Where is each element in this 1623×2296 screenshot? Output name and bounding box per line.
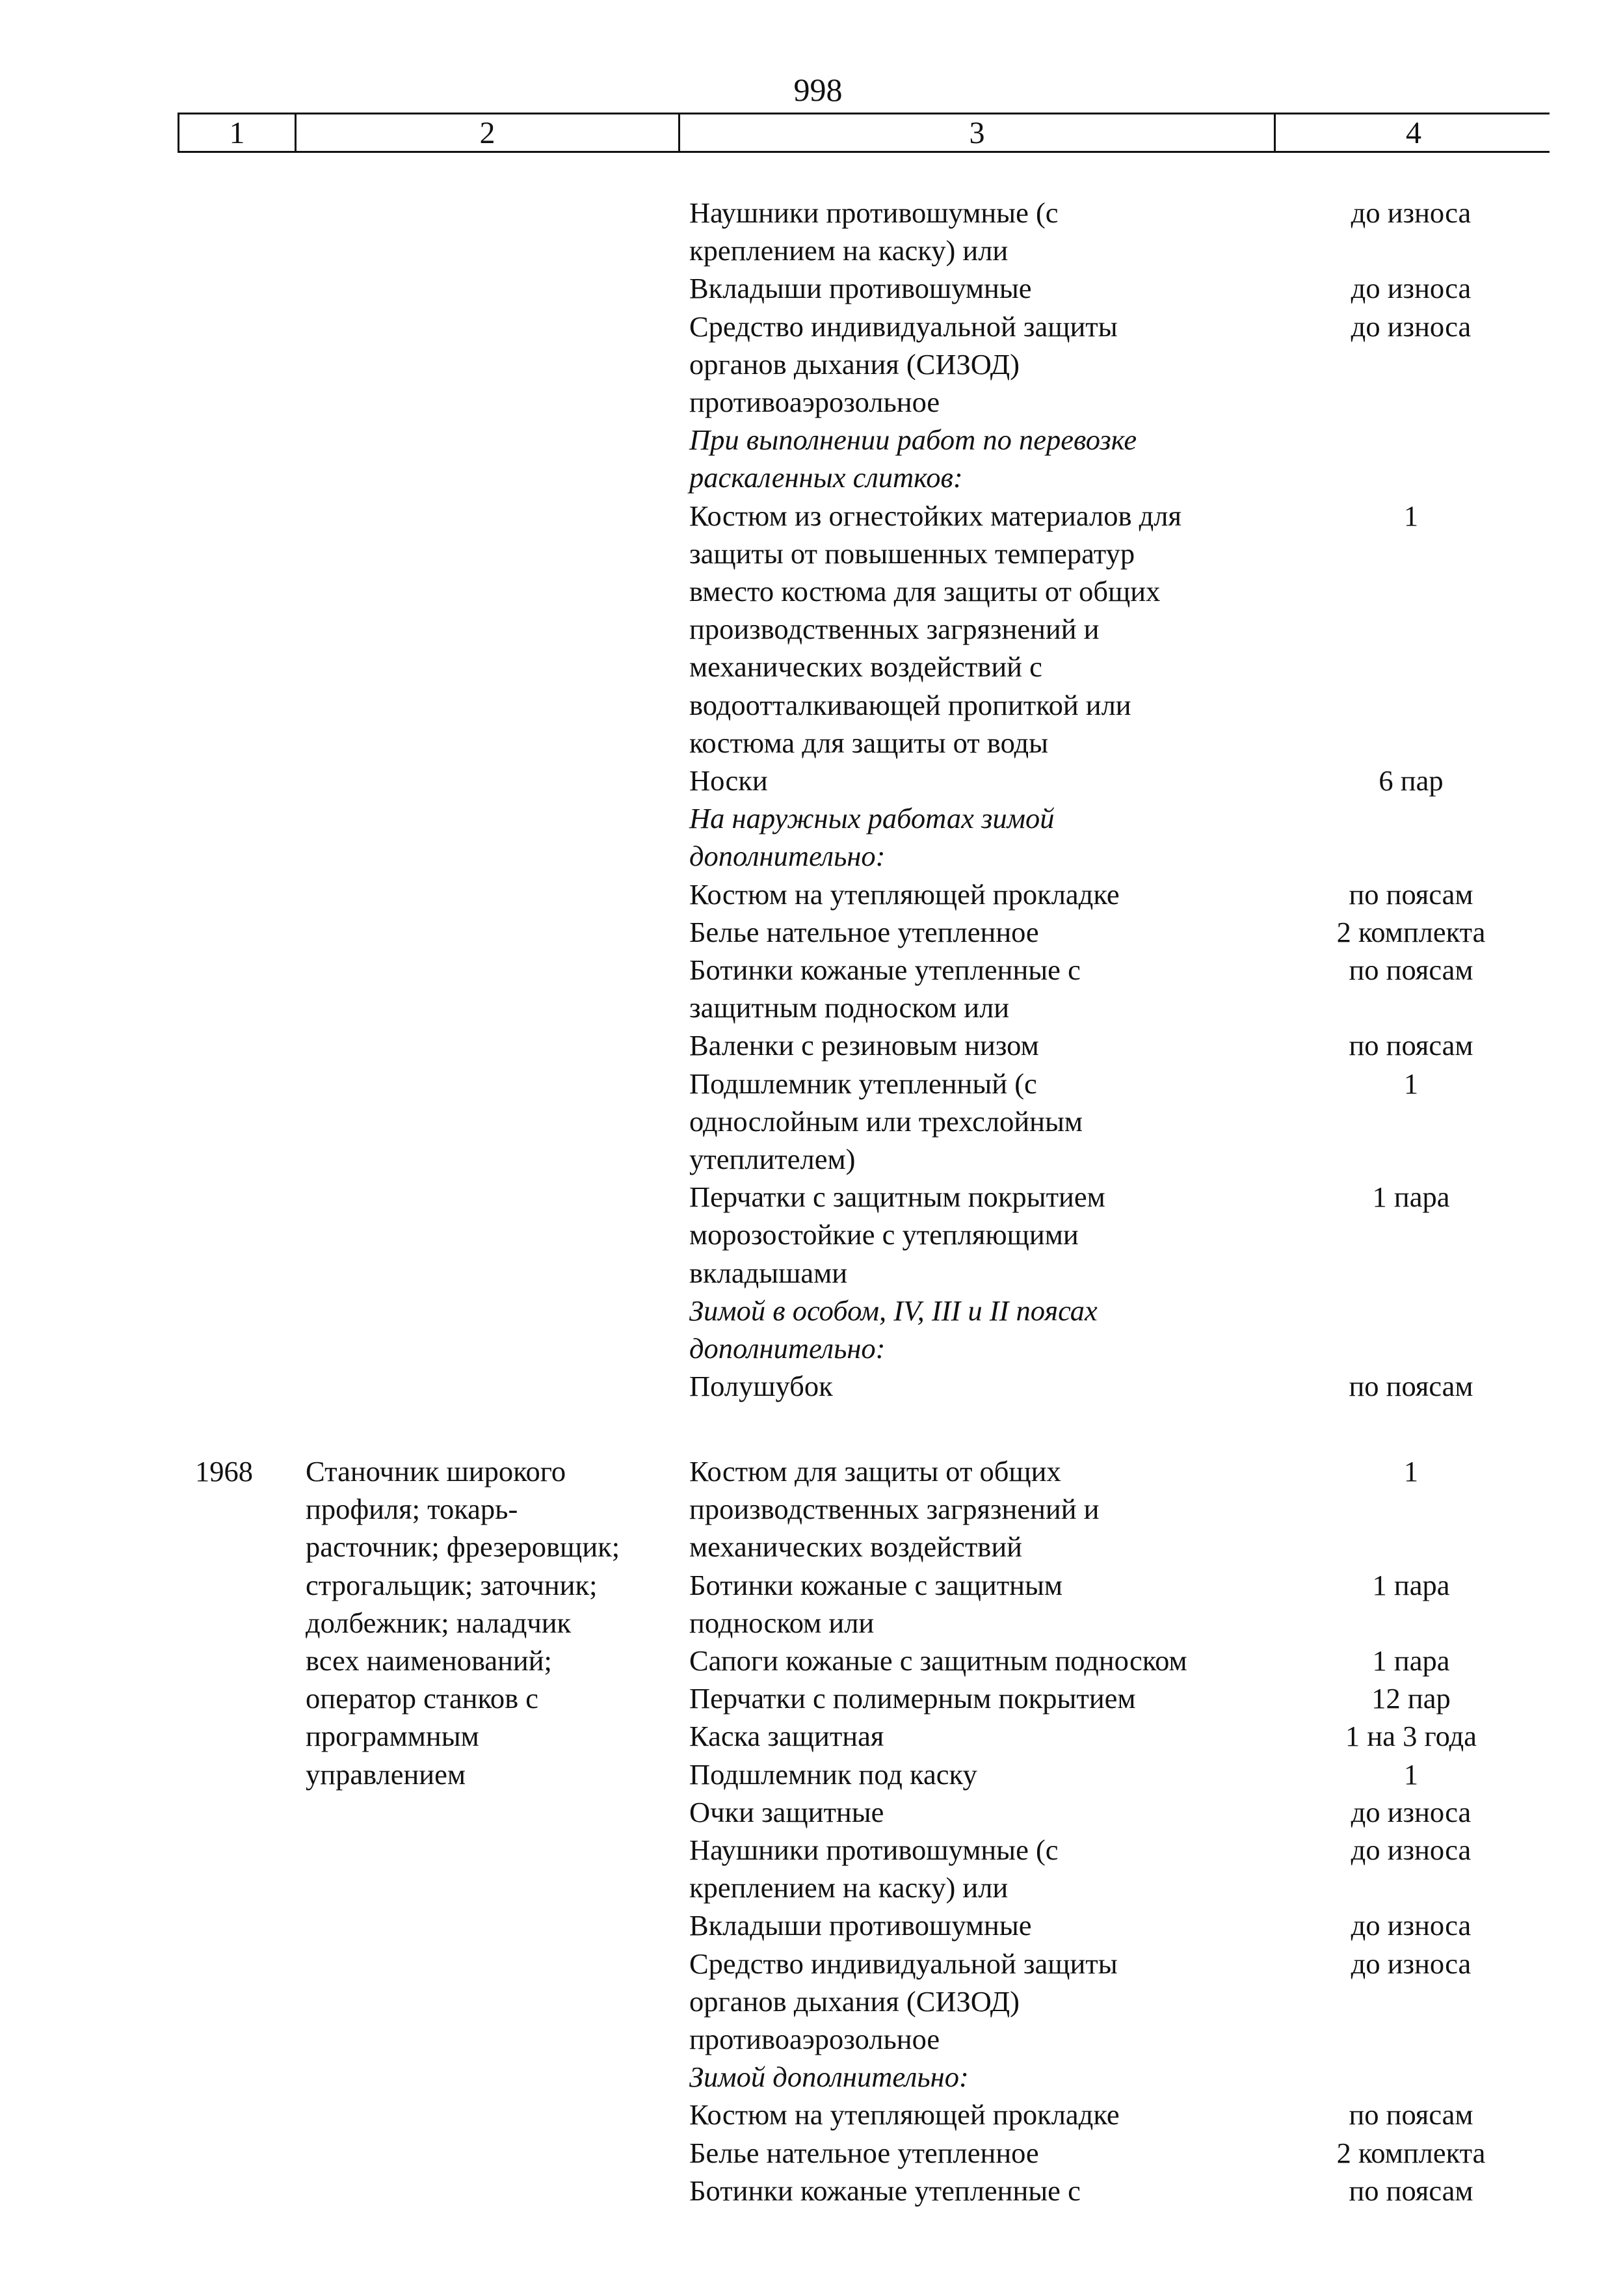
- item-line: Белье нательное утепленное: [689, 915, 1039, 948]
- item-line: противоаэрозольное: [689, 2023, 940, 2055]
- item-line: Костюм на утепляющей прокладке: [689, 2098, 1120, 2131]
- item-line: Зимой дополнительно:: [689, 2061, 969, 2094]
- quantity-cell: 2 комплекта: [1336, 915, 1486, 948]
- quantity-cell: 12 пар: [1371, 1682, 1451, 1715]
- item-line: органов дыхания (СИЗОД): [689, 1984, 1020, 2018]
- item-line: механических воздействий: [689, 1530, 1022, 1564]
- item-line: Ботинки кожаные с защитным: [689, 1568, 1063, 1601]
- item-line: механических воздействий с: [689, 650, 1042, 684]
- row-number: 1968: [195, 1455, 253, 1488]
- item-line: На наружных работах зимой: [689, 802, 1055, 835]
- item-line: Средство индивидуальной защиты: [689, 1947, 1118, 1980]
- profession-line: строгальщик; заточник;: [306, 1568, 598, 1601]
- item-line: раскаленных слитков:: [689, 461, 963, 494]
- quantity-cell: 1: [1403, 1067, 1419, 1100]
- item-line: Сапоги кожаные с защитным подноском: [689, 1644, 1187, 1677]
- quantity-cell: 1 на 3 года: [1345, 1720, 1477, 1753]
- quantity-cell: по поясам: [1349, 2174, 1473, 2207]
- column-header-2: 2: [297, 114, 680, 151]
- quantity-cell: по поясам: [1349, 954, 1473, 986]
- item-line: Зимой в особом, IV, III и II поясах: [689, 1294, 1098, 1327]
- item-line: утеплителем): [689, 1143, 856, 1175]
- item-line: дополнительно:: [689, 840, 886, 873]
- quantity-cell: 1 пара: [1372, 1568, 1450, 1601]
- item-line: Перчатки с полимерным покрытием: [689, 1682, 1136, 1715]
- item-line: креплением на каску) или: [689, 1871, 1009, 1904]
- item-line: Вкладыши противошумные: [689, 1909, 1032, 1942]
- item-line: Наушники противошумные (с: [689, 1834, 1059, 1866]
- quantity-cell: по поясам: [1349, 1370, 1473, 1403]
- item-line: При выполнении работ по перевозке: [689, 423, 1137, 457]
- item-line: Носки: [689, 764, 768, 797]
- item-line: Валенки с резиновым низом: [689, 1029, 1039, 1062]
- item-line: Вкладыши противошумные: [689, 272, 1032, 305]
- profession-line: профиля; токарь-: [306, 1493, 518, 1526]
- quantity-cell: до износа: [1351, 1834, 1471, 1866]
- profession-line: оператор станков с: [306, 1682, 538, 1715]
- quantity-cell: 6 пар: [1379, 764, 1444, 797]
- profession-line: управлением: [306, 1757, 466, 1791]
- item-line: Костюм на утепляющей прокладке: [689, 877, 1120, 911]
- quantity-cell: 1: [1403, 1757, 1419, 1791]
- item-line: Костюм из огнестойких материалов для: [689, 499, 1181, 532]
- item-line: защиты от повышенных температур: [689, 537, 1135, 570]
- item-line: Ботинки кожаные утепленные с: [689, 954, 1081, 986]
- item-line: Белье нательное утепленное: [689, 2136, 1039, 2169]
- item-line: Перчатки с защитным покрытием: [689, 1181, 1105, 1214]
- table-header: [178, 113, 1550, 153]
- quantity-cell: до износа: [1351, 272, 1471, 305]
- item-line: креплением на каску) или: [689, 234, 1009, 267]
- item-line: производственных загрязнений и: [689, 613, 1100, 646]
- profession-line: программным: [306, 1720, 479, 1753]
- item-line: Средство индивидуальной защиты: [689, 310, 1118, 343]
- item-line: противоаэрозольное: [689, 386, 940, 418]
- quantity-cell: 1: [1403, 499, 1419, 532]
- quantity-cell: по поясам: [1349, 2098, 1473, 2131]
- item-line: Костюм для защиты от общих: [689, 1455, 1061, 1488]
- quantity-cell: по поясам: [1349, 877, 1473, 911]
- item-line: дополнительно:: [689, 1332, 886, 1365]
- item-line: защитным подноском или: [689, 991, 1010, 1024]
- column-header-4: 4: [1406, 116, 1421, 150]
- item-line: водоотталкивающей пропиткой или: [689, 688, 1131, 721]
- page-number: 998: [793, 72, 843, 108]
- item-line: Подшлемник утепленный (с: [689, 1067, 1037, 1100]
- column-header-3: 3: [680, 114, 1276, 151]
- profession-line: Станочник широкого: [306, 1455, 566, 1488]
- item-line: однослойным или трехслойным: [689, 1104, 1083, 1138]
- item-line: Очки защитные: [689, 1795, 884, 1828]
- item-line: морозостойкие с утепляющими: [689, 1218, 1079, 1251]
- profession-line: расточник; фрезеровщик;: [306, 1530, 620, 1564]
- quantity-cell: 1: [1403, 1455, 1419, 1488]
- item-line: Наушники противошумные (с: [689, 196, 1059, 229]
- quantity-cell: до износа: [1351, 1795, 1471, 1828]
- item-line: вместо костюма для защиты от общих: [689, 575, 1161, 607]
- item-line: органов дыхания (СИЗОД): [689, 347, 1020, 380]
- profession-line: долбежник; наладчик: [306, 1606, 572, 1639]
- profession-line: всех наименований;: [306, 1644, 552, 1677]
- item-line: вкладышами: [689, 1256, 848, 1289]
- item-line: производственных загрязнений и: [689, 1493, 1100, 1526]
- column-header-1: 1: [179, 114, 297, 151]
- item-line: Полушубок: [689, 1370, 833, 1403]
- quantity-cell: до износа: [1351, 1909, 1471, 1942]
- quantity-cell: до износа: [1351, 1947, 1471, 1980]
- item-line: костюма для защиты от воды: [689, 726, 1049, 759]
- item-line: подноском или: [689, 1606, 875, 1639]
- quantity-cell: 1 пара: [1372, 1644, 1450, 1677]
- quantity-cell: 1 пара: [1372, 1181, 1450, 1214]
- quantity-cell: до износа: [1351, 310, 1471, 343]
- item-line: Каска защитная: [689, 1720, 884, 1753]
- quantity-cell: до износа: [1351, 196, 1471, 229]
- quantity-cell: по поясам: [1349, 1029, 1473, 1062]
- item-line: Подшлемник под каску: [689, 1757, 977, 1791]
- item-line: Ботинки кожаные утепленные с: [689, 2174, 1081, 2207]
- quantity-cell: 2 комплекта: [1336, 2136, 1486, 2169]
